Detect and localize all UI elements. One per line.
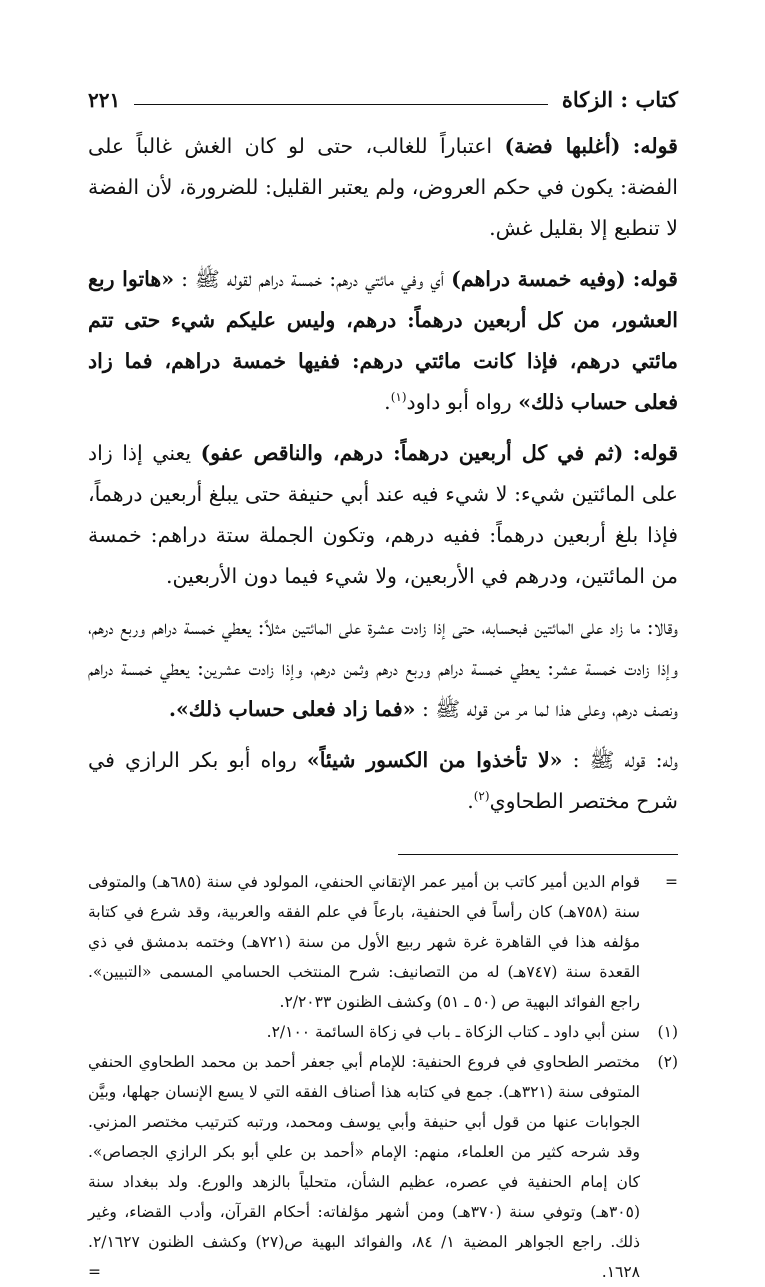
footnote-number: (٢) (657, 1053, 678, 1071)
page-number: ٢٢١ (88, 88, 121, 112)
quoted-matn: (وفيه خمسة دراهم) (451, 267, 626, 291)
citation-text: رواه أبو داود (406, 390, 512, 414)
footnotes (88, 867, 678, 1287)
running-title: كتاب : الزكاة (561, 87, 678, 112)
continuation-mark: = (665, 873, 678, 891)
footnote-separator (398, 854, 678, 855)
keyword-qawluhu: قوله: (632, 134, 678, 158)
commentary-text: وقالا: ما زاد على المائتين فبحسابه، حتى إذا زادت عشرة على المائتين مثلاً: يعطي خمسة دراهم وربع درهم، وإذا زادت خمسة عشر: يعطي خمسة دراهم وربع درهم وثمن درهم، وإذا زادت عشرين: يعطي خمسة دراهم ونصف درهم، وعلى هذا لما مر من قوله ﷺ : (88, 615, 678, 721)
keyword-qawluhu: قوله: (632, 441, 678, 465)
footnote-1 (88, 1017, 678, 1047)
footnote-ref-2: (٢) (473, 789, 490, 804)
quoted-matn: (ثم في كل أربعين درهماً: درهم، والناقص عفو) (200, 441, 624, 465)
sentence-end: . (467, 789, 474, 813)
hadith-quote: «فما زاد فعلى حساب ذلك». (168, 697, 416, 721)
continued-mark: = (88, 1263, 101, 1281)
header-rule (134, 104, 548, 105)
commentary-text: أي وفي مائتي درهم: خمسة دراهم لقوله ﷺ : (181, 267, 445, 291)
hadith-quote: «هاتوا ربع العشور، من كل أربعين درهماً: درهم، وليس عليكم شيء حتى تتم مائتي درهم، فإذا كانت مائتي درهم: ففيها خمسة دراهم، فما زاد فعلى حساب ذلك» (88, 267, 678, 414)
citation-text: رواه أبو بكر الرازي في شرح مختصر الطحاوي (88, 748, 678, 813)
commentary-text: يعني إذا زاد على المائتين شيء: لا شيء فيه عند أبي حنيفة حتى يبلغ أربعين درهماً، فإذا بلغ أربعين درهماً: ففيه درهم، وتكون الجملة ستة دراهم: خمسة من المائتين، ودرهم في الأربعين، ولا شيء فيما دون الأربعين. (88, 441, 678, 588)
quoted-matn: (أغلبها فضة) (504, 134, 621, 158)
keyword-qawluhu: قوله: (632, 267, 678, 291)
footnote-number: (١) (657, 1023, 678, 1041)
commentary-text: اعتباراً للغالب، حتى لو كان الغش غالباً على الفضة: يكون في حكم العروض، ولم يعتبر القليل: للضرورة، لأن الفضة لا تنطبع إلا بقليل غش. (88, 134, 678, 240)
paragraph-3 (88, 433, 678, 597)
footnote-text: سنن أبي داود ـ كتاب الزكاة ـ باب في زكاة السائمة ٢/١٠٠. (266, 1023, 640, 1041)
book-page (88, 78, 678, 1287)
footnote-ref-1: (١) (390, 390, 407, 405)
page-header (88, 78, 678, 112)
hadith-quote: «لا تأخذوا من الكسور شيئاً» (306, 748, 563, 772)
paragraph-5 (88, 740, 678, 822)
footnote-2 (88, 1047, 678, 1287)
footnote-text: مختصر الطحاوي في فروع الحنفية: للإمام أبي جعفر أحمد بن محمد الطحاوي الحنفي المتوفى سنة (٣٢١هـ). جمع في كتابه هذا أصناف الفقه التي لا يسع الإنسان جهلها، وبيَّن الجوابات عنها من قول أبي حنيفة وأبي يوسف ومحمد، ورتبه كترتيب مختصر المزني. وقد شرحه كثير من العلماء، منهم: الإمام «أحمد بن علي أبو بكر الرازي الجصاص». كان إمام الحنفية في عصره، عظيم الشأن، متحلياً بالزهد والورع. ولد ببغداد سنة (٣٠٥هـ) وتوفي سنة (٣٧٠هـ) ومن أشهر مؤلفاته: أحكام القرآن، وأدب القضاء، وغير ذلك. راجع الجواهر المضية ١/ ٨٤، والفوائد البهية ص(٢٧) وكشف الظنون ٢/١٦٢٧. ١٦٢٨. (88, 1053, 641, 1281)
commentary-text: وله: قوله ﷺ : (572, 748, 678, 772)
footnote-text: قوام الدين أمير كاتب بن أمير عمر الإتقاني الحنفي، المولود في سنة (٦٨٥هـ) والمتوفى سنة (٧٥٨هـ) كان رأساً في الحنفية، بارعاً في علم الفقه والعربية، وقد شرع في كتابة مؤلفه هذا في القاهرة غرة شهر ربيع الأول من سنة (٧٢١هـ) وختمه بدمشق في ذي القعدة سنة (٧٤٧هـ) له من التصانيف: شرح المنتخب الحسامي المسمى «التبيين». راجع الفوائد البهية ص (٥٠ ـ ٥١) وكشف الظنون ٢/٢٠٣٣. (88, 873, 641, 1011)
paragraph-1 (88, 126, 678, 249)
paragraph-4 (88, 607, 678, 730)
footnote-continuation (88, 867, 678, 1017)
main-text (88, 126, 678, 822)
paragraph-2: قوله: (وفيه خمسة دراهم) أي وفي مائتي درهم: خمسة دراهم لقوله ﷺ : «هاتوا ربع العشور، من كل أربعين درهماً: درهم، وليس عليكم شيء حتى تتم مائتي درهم، فإذا كانت مائتي درهم: ففيها خمسة دراهم، فما زاد فعلى حساب ذلك» رواه أبو داود$^{(١)}$. (88, 267, 678, 414)
